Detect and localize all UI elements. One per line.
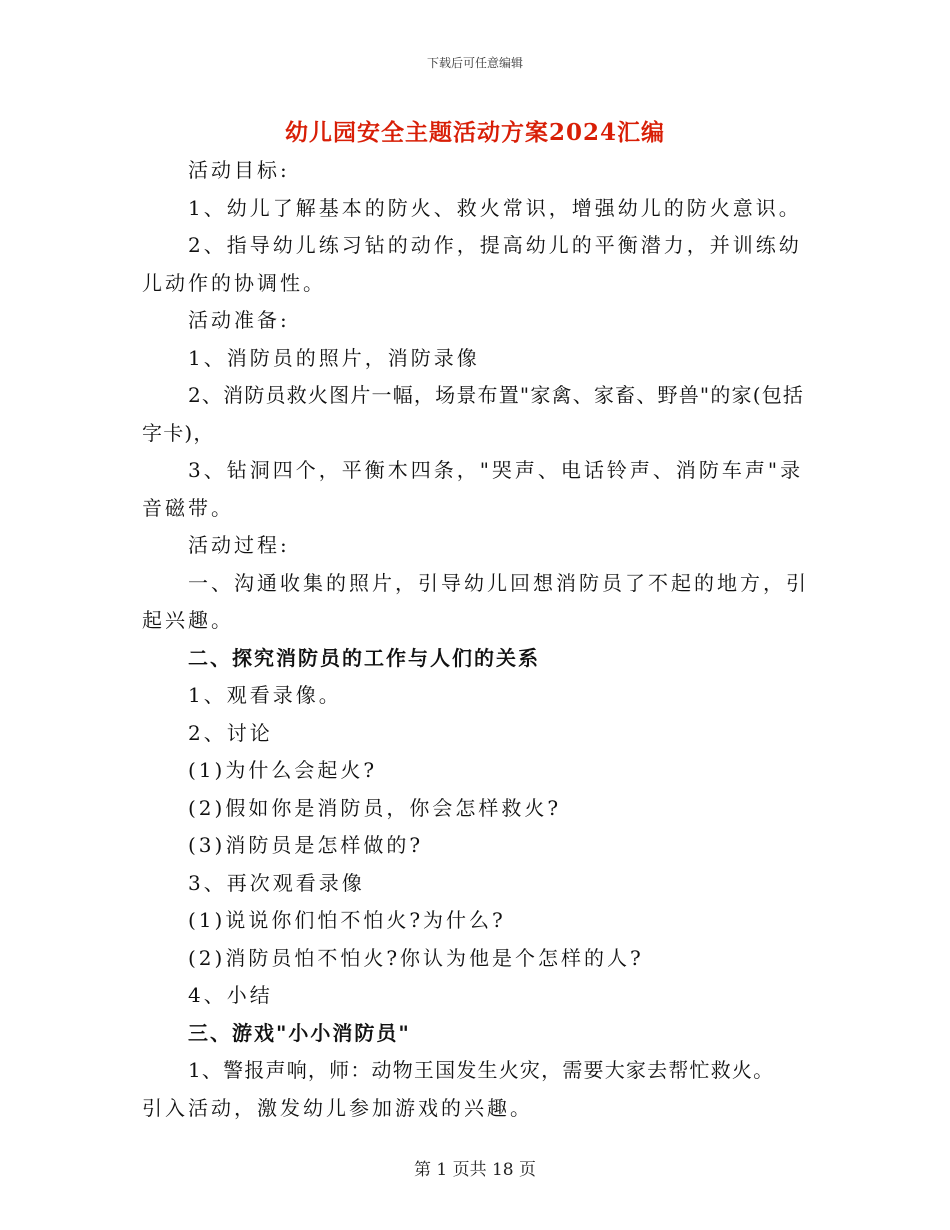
list-item: 4、小结 xyxy=(188,983,273,1007)
paragraph: 1、幼儿了解基本的防火、救火常识，增强幼儿的防火意识。 xyxy=(188,195,802,220)
list-item: 2、讨论 xyxy=(188,720,273,745)
list-item: (2)假如你是消防员，你会怎样救火? xyxy=(188,795,562,820)
page-footer: 第 1 页共 18 页 xyxy=(413,1160,537,1180)
section-heading-goals: 活动目标: xyxy=(188,158,290,182)
list-item: 1、观看录像。 xyxy=(188,683,342,707)
page-header: 下载后可任意编辑 xyxy=(426,56,523,70)
paragraph: 2、指导幼儿练习钻的动作，提高幼儿的平衡潜力，并训练幼儿动作的协调性。 xyxy=(142,233,802,295)
paragraph: 2、消防员救火图片一幅，场景布置"家禽、家畜、野兽"的家(包括字卡)， xyxy=(142,383,805,445)
section-heading-bold: 二、探究消防员的工作与人们的关系 xyxy=(188,645,540,670)
list-item: (2)消防员怕不怕火?你认为他是个怎样的人? xyxy=(188,945,644,970)
list-item: (1)说说你们怕不怕火?为什么? xyxy=(188,908,506,932)
section-heading-bold: 三、游戏"小小消防员" xyxy=(188,1020,411,1045)
list-item: (1)为什么会起火? xyxy=(188,758,378,782)
paragraph: 一、沟通收集的照片，引导幼儿回想消防员了不起的地方，引起兴趣。 xyxy=(142,570,809,632)
paragraph: 1、警报声响，师：动物王国发生火灾，需要大家去帮忙救火。 xyxy=(188,1058,775,1082)
paragraph: 3、钻洞四个，平衡木四条，"哭声、电话铃声、消防车声"录音磁带。 xyxy=(142,458,804,520)
list-item: (3)消防员是怎样做的? xyxy=(188,833,424,857)
paragraph: 1、消防员的照片，消防录像 xyxy=(188,345,480,370)
paragraph: 引入活动，激发幼儿参加游戏的兴趣。 xyxy=(142,1095,533,1120)
list-item: 3、再次观看录像 xyxy=(188,870,365,895)
document-body xyxy=(142,152,814,1127)
document-title: 幼儿园安全主题活动方案2024汇编 xyxy=(284,119,665,146)
section-heading-preparation: 活动准备: xyxy=(188,308,290,332)
section-heading-process: 活动过程: xyxy=(188,533,290,557)
